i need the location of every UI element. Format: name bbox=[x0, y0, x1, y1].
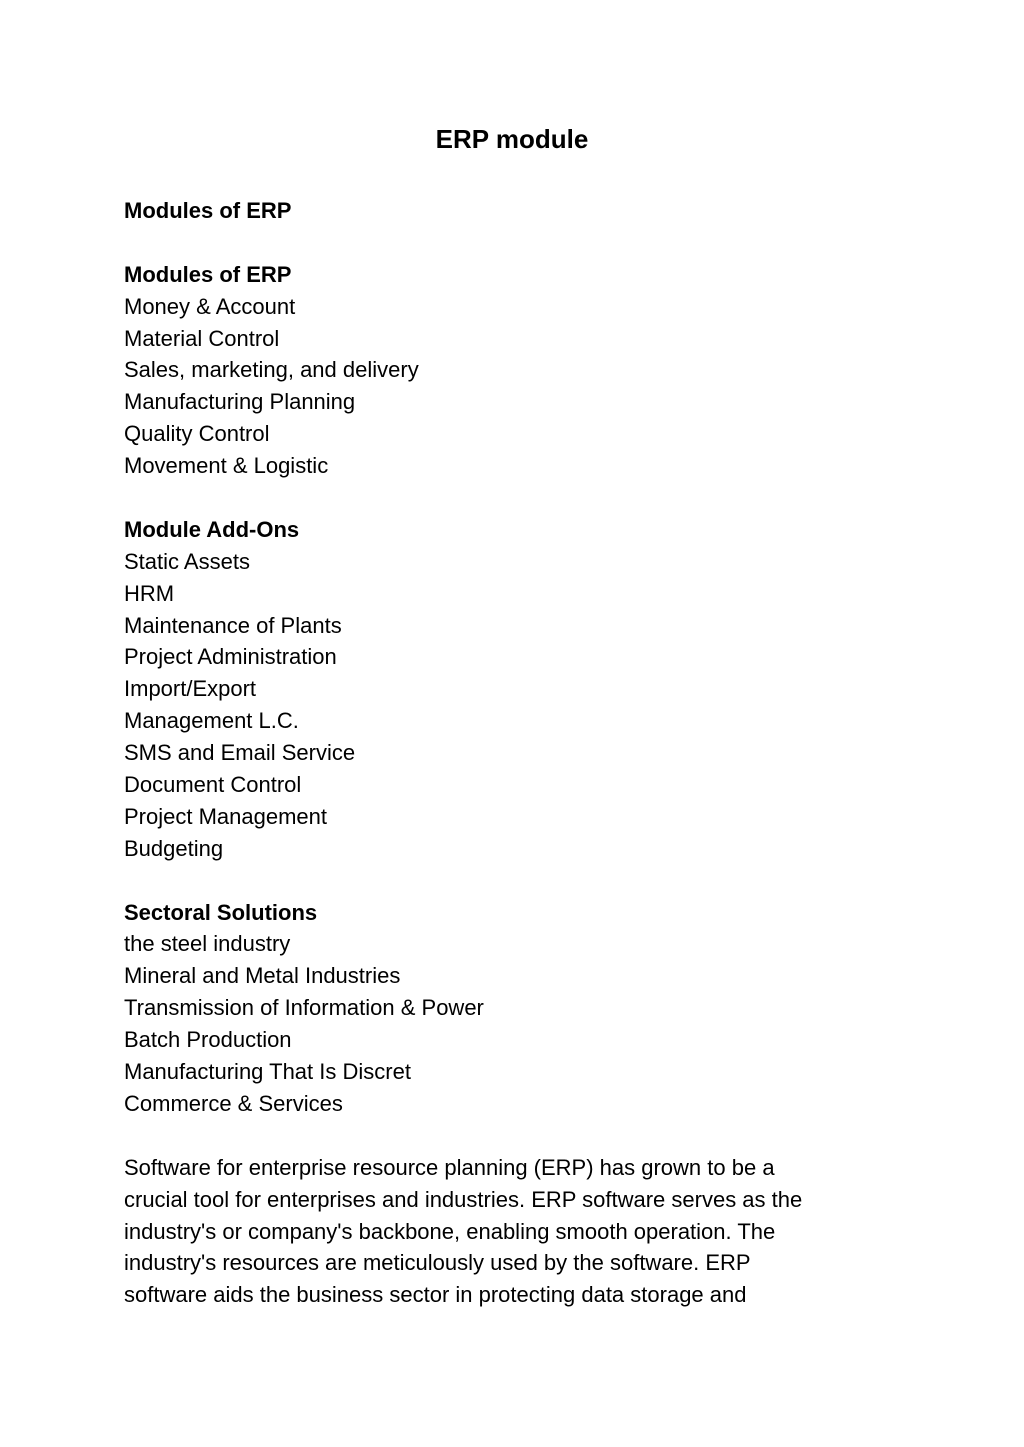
list-item: Import/Export bbox=[124, 676, 257, 702]
list-item: Manufacturing That Is Discret bbox=[124, 1059, 411, 1085]
list-item: Project Management bbox=[124, 803, 327, 829]
section-heading: Sectoral Solutions bbox=[124, 899, 318, 925]
paragraph-line: industry's resources are meticulously used by the software. ERP bbox=[124, 1250, 751, 1276]
list-item: HRM bbox=[124, 580, 175, 606]
list-item: Quality Control bbox=[124, 421, 270, 447]
body-paragraph bbox=[124, 1152, 884, 1311]
section-modules bbox=[124, 259, 884, 482]
list-item: Material Control bbox=[124, 325, 280, 351]
section-add-ons bbox=[124, 514, 884, 865]
list-item: SMS and Email Service bbox=[124, 740, 356, 766]
paragraph-line: Software for enterprise resource planning (ERP) has grown to be a bbox=[124, 1154, 775, 1180]
spacer bbox=[124, 227, 884, 259]
list-item: Maintenance of Plants bbox=[124, 612, 342, 638]
paragraph-line: software aids the business sector in protecting data storage and bbox=[124, 1282, 747, 1308]
list-item: Money & Account bbox=[124, 293, 296, 319]
list-item: Project Administration bbox=[124, 644, 337, 670]
list-item: Mineral and Metal Industries bbox=[124, 963, 401, 989]
list-item: Management L.C. bbox=[124, 708, 299, 734]
list-item: Transmission of Information & Power bbox=[124, 995, 484, 1021]
spacer bbox=[124, 865, 884, 897]
section-heading: Module Add-Ons bbox=[124, 516, 300, 542]
list-item: Movement & Logistic bbox=[124, 453, 329, 479]
section-sectoral-solutions bbox=[124, 897, 884, 1120]
list-item: the steel industry bbox=[124, 931, 291, 957]
paragraph-line: industry's or company's backbone, enabling smooth operation. The bbox=[124, 1218, 776, 1244]
intro-heading: Modules of ERP bbox=[124, 198, 292, 223]
list-item: Commerce & Services bbox=[124, 1090, 343, 1116]
list-item: Sales, marketing, and delivery bbox=[124, 357, 419, 383]
list-item: Document Control bbox=[124, 772, 302, 798]
list-item: Manufacturing Planning bbox=[124, 389, 356, 415]
paragraph-line: crucial tool for enterprises and industries. ERP software serves as the bbox=[124, 1186, 803, 1212]
spacer bbox=[124, 1120, 884, 1152]
list-item: Static Assets bbox=[124, 548, 250, 574]
spacer bbox=[124, 482, 884, 514]
section-heading: Modules of ERP bbox=[124, 261, 292, 287]
document-title: ERP module bbox=[435, 124, 589, 154]
list-item: Budgeting bbox=[124, 835, 224, 861]
list-item: Batch Production bbox=[124, 1027, 292, 1053]
document-body bbox=[124, 195, 884, 1311]
